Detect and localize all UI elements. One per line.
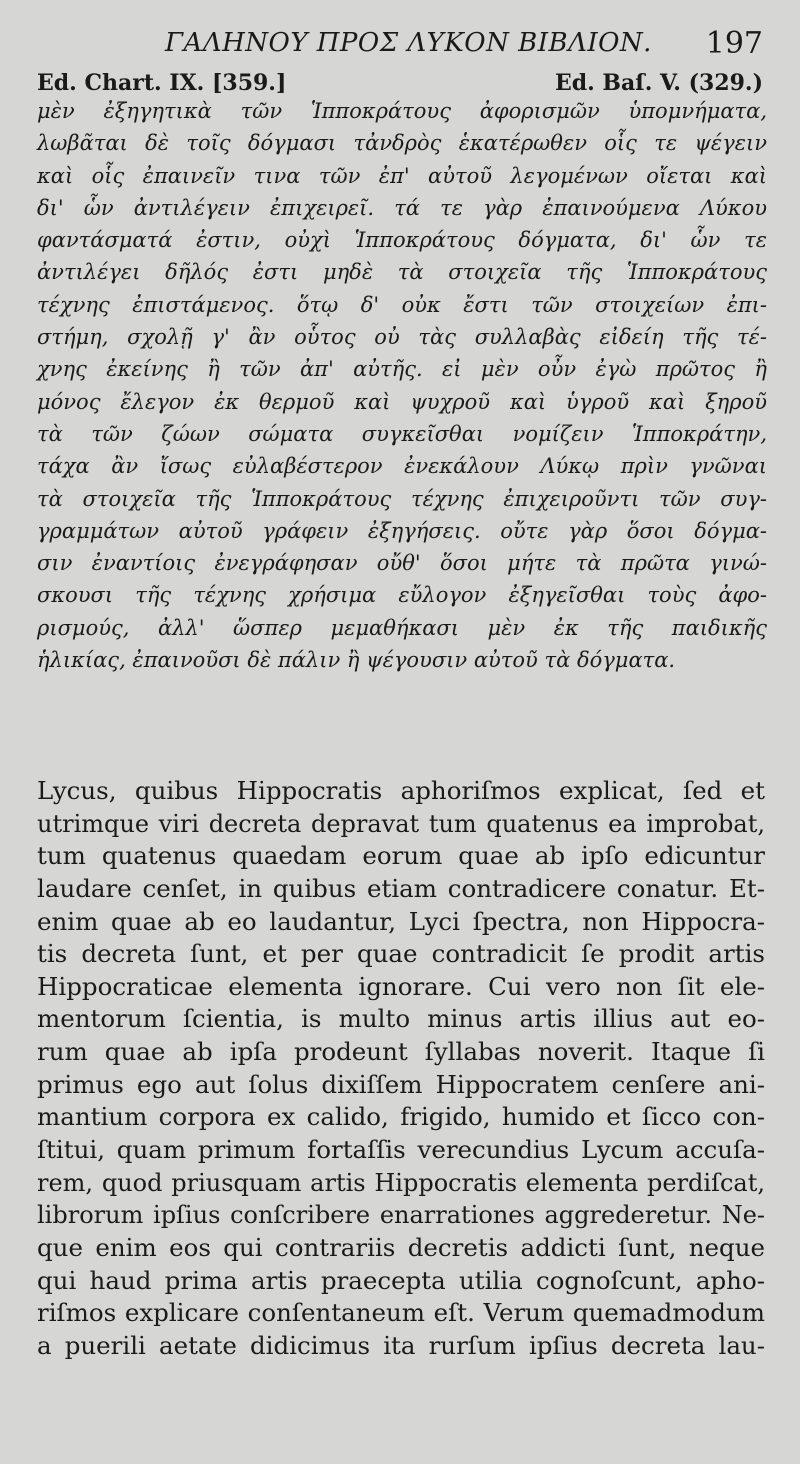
greek-line: τὰ στοιχεῖα τῆς Ἱπποκράτους τέχνης ἐπιχειροῦντι τῶν συγ-	[37, 486, 767, 511]
latin-line: tum quatenus quaedam eorum quae ab ipſo edicuntur	[37, 841, 765, 871]
greek-line: στήμη, σχολῇ γ' ἂν οὗτος οὐ τὰς συλλαβὰς εἰδείη τῆς τέ-	[37, 325, 767, 350]
latin-line: rum quae ab ipſa prodeunt ſyllabas noverit. Itaque ſi	[37, 1037, 765, 1067]
latin-line: a puerili aetate didicimus ita rurſum ipſius decreta lau-	[37, 1330, 765, 1360]
greek-line: τάχα ἂν ἴσως εὐλαβέστερον ἐνεκάλουν Λύκῳ πρὶν γνῶναι	[37, 454, 767, 479]
latin-line: rem, quod priusquam artis Hippocratis elementa perdiſcat,	[37, 1168, 765, 1197]
latin-line: Lycus, quibus Hippocratis aphoriſmos explicat, ſed et	[37, 776, 765, 805]
greek-line: σιν ἐναντίοις ἐνεγράφησαν οὔθ' ὅσοι μήτε τὰ πρῶτα γινώ-	[37, 551, 767, 576]
greek-line: τὰ τῶν ζώων σώματα συγκεῖσθαι νομίζειν Ἱπποκράτην,	[37, 421, 767, 446]
greek-line: γραμμάτων αὐτοῦ γράφειν ἐξηγήσεις. οὔτε γὰρ ὅσοι δόγμα-	[37, 518, 767, 543]
greek-line: χνης ἐκείνης ἢ τῶν ἀπ' αὐτῆς. εἰ μὲν οὖν ἐγὼ πρῶτος ἢ	[37, 357, 767, 382]
latin-line: primus ego aut ſolus dixiſſem Hippocratem cenſere ani-	[37, 1069, 765, 1099]
greek-line: ρισμούς, ἀλλ' ὥσπερ μεμαθήκασι μὲν ἐκ τῆς παιδικῆς	[37, 615, 767, 640]
page-number: 197	[705, 26, 763, 61]
edition-reference-left: Ed. Chart. IX. [359.]	[37, 70, 287, 96]
latin-line: enim quae ab eo laudantur, Lyci ſpectra, non Hippocra-	[37, 906, 765, 936]
latin-line: que enim eos qui contrariis decretis addicti ſunt, neque	[37, 1232, 765, 1262]
greek-line: ἀντιλέγει δῆλός ἐστι μηδὲ τὰ στοιχεῖα τῆς Ἱπποκράτους	[37, 260, 767, 285]
latin-line: laudare cenſet, in quibus etiam contradicere conatur. Et-	[37, 873, 765, 903]
latin-text-block	[37, 775, 765, 1363]
greek-line: λωβᾶται δὲ τοῖς δόγμασι τἀνδρὸς ἑκατέρωθεν οἷς τε ψέγειν	[37, 131, 767, 156]
latin-line: mantium corpora ex calido, frigido, humido et ſicco con-	[37, 1102, 765, 1132]
greek-line: δι' ὧν ἀντιλέγειν ἐπιχειρεῖ. τά τε γὰρ ἐπαινούμενα Λύκου	[37, 195, 767, 220]
latin-line: utrimque viri decreta depravat tum quatenus ea improbat,	[37, 809, 765, 838]
greek-text-block	[37, 95, 767, 676]
greek-line: μόνος ἔλεγον ἐκ θερμοῦ καὶ ψυχροῦ καὶ ὑγροῦ καὶ ξηροῦ	[37, 389, 767, 414]
greek-line: καὶ οἷς ἐπαινεῖν τινα τῶν ἐπ' αὐτοῦ λεγομένων οἴεται καὶ	[37, 163, 767, 188]
greek-line: μὲν ἐξηγητικὰ τῶν Ἱπποκράτους ἀφορισμῶν ὑπομνήματα,	[37, 99, 767, 123]
latin-line: riſmos explicare conſentaneum eſt. Verum quemadmodum	[37, 1298, 765, 1328]
edition-reference-right: Ed. Baſ. V. (329.)	[554, 70, 763, 96]
latin-line: qui haud prima artis praecepta utilia cognoſcunt, apho-	[37, 1265, 765, 1295]
greek-line: ἡλικίας, ἐπαινοῦσι δὲ πάλιν ἢ ψέγουσιν αὐτοῦ τὰ δόγματα.	[37, 648, 676, 673]
greek-line: σκουσι τῆς τέχνης χρήσιμα εὔλογον ἐξηγεῖσθαι τοὺς ἀφο-	[37, 583, 767, 608]
running-head-title: ΓΑΛΗΝΟΥ ΠΡΟΣ ΛΥΚΟΝ ΒΙΒΛΙΟΝ.	[165, 28, 652, 58]
greek-line: τέχνης ἐπιστάμενος. ὅτῳ δ' οὐκ ἔστι τῶν στοιχείων ἐπι-	[37, 292, 767, 317]
latin-line: tis decreta ſunt, et per quae contradicit ſe prodit artis	[37, 939, 765, 969]
greek-line: φαντάσματά ἐστιν, οὐχὶ Ἱπποκράτους δόγματα, δι' ὧν τε	[37, 228, 767, 253]
latin-line: Hippocraticae elementa ignorare. Cui vero non ſit ele-	[37, 971, 765, 1001]
latin-line: ſtitui, quam primum fortaſſis verecundius Lycum accuſa-	[37, 1135, 765, 1165]
latin-line: librorum ipſius conſcribere enarrationes aggrederetur. Ne-	[37, 1201, 765, 1230]
latin-line: mentorum ſcientia, is multo minus artis illius aut eo-	[37, 1004, 765, 1034]
